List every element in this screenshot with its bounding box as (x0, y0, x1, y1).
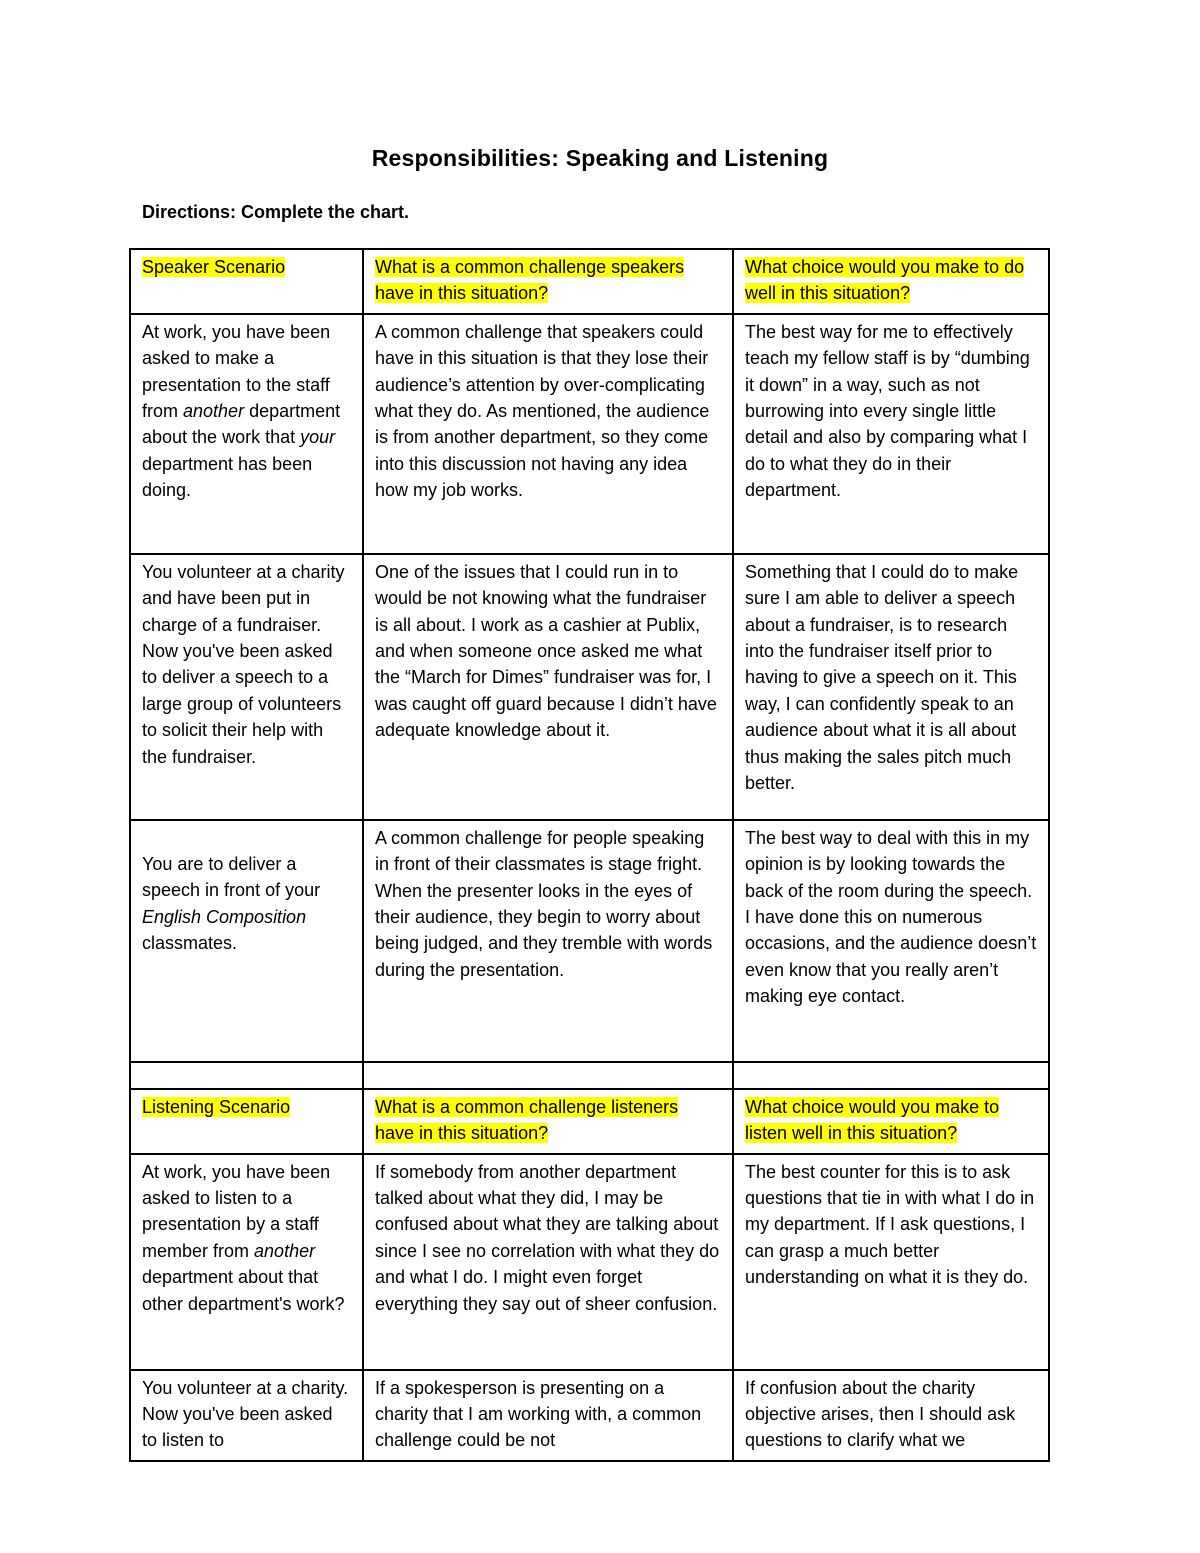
scenario-cell (130, 314, 363, 554)
scenario-text: department has been doing. (142, 453, 313, 501)
scenario-text: You are to deliver a speech in front of your (142, 853, 321, 901)
responsibilities-chart (129, 248, 1050, 1462)
scenario-text: You volunteer at a charity and have been put in charge of a fundraiser. Now you've been asked to deliver a speech to a large group of volunteers to solicit their help with the fundraiser. (142, 561, 345, 767)
scenario-text: You volunteer at a charity. Now you've been asked to listen to (142, 1377, 349, 1451)
table-row (130, 314, 1049, 554)
choice-cell: If confusion about the charity objective arises, then I should ask questions to clarify what we (733, 1370, 1049, 1461)
listening-challenge-header: What is a common challenge listeners have in this situation? (375, 1096, 679, 1144)
scenario-text: classmates. (142, 933, 238, 954)
scenario-text: At work, you have been asked to listen to a presentation by a staff member from (142, 1161, 331, 1261)
empty-cell (733, 1062, 1049, 1089)
header-cell (363, 249, 733, 314)
scenario-emphasis: another (254, 1240, 316, 1261)
table-row (130, 1154, 1049, 1370)
choice-cell: The best way to deal with this in my opinion is by looking towards the back of the room during the speech. I have done this on numerous occasions, and the audience doesn’t even know that you really aren’t making eye contact. (733, 820, 1049, 1062)
listening-header-row (130, 1089, 1049, 1154)
scenario-text: At work, you have been asked to make a presentation to the staff from (142, 321, 331, 422)
scenario-cell (130, 1370, 363, 1461)
choice-cell: Something that I could do to make sure I am able to deliver a speech about a fundraiser, is to research into the fundraiser itself prior to having to give a speech on it. This way, I can confidently speak to an audience about what it is all about thus making the sales pitch much better. (733, 554, 1049, 820)
speaker-choice-header: What choice would you make to do well in this situation? (745, 257, 1025, 304)
challenge-cell: A common challenge that speakers could have in this situation is that they lose their audience’s attention by over-complicating what they do. As mentioned, the audience is from another department, so they come into this discussion not having any idea how my job works. (363, 314, 733, 554)
scenario-emphasis: another (183, 401, 245, 422)
header-cell (733, 249, 1049, 314)
header-cell (130, 249, 363, 314)
header-cell (130, 1089, 363, 1154)
table-row (130, 820, 1049, 1062)
table-row (130, 554, 1049, 820)
choice-cell: The best way for me to effectively teach my fellow staff is by “dumbing it down” in a way, such as not burrowing into every single little detail and also by comparing what I do to what they do in their department. (733, 314, 1049, 554)
table-row (130, 1370, 1049, 1461)
empty-cell (130, 1062, 363, 1089)
challenge-cell: One of the issues that I could run in to would be not knowing what the fundraiser is all about. I work as a cashier at Publix, and when someone once asked me what the “March for Dimes” fundraiser was for, I was caught off guard because I didn’t have adequate knowledge about it. (363, 554, 733, 820)
challenge-cell: If a spokesperson is presenting on a charity that I am working with, a common challenge could be not (363, 1370, 733, 1461)
scenario-cell (130, 820, 363, 1062)
scenario-text: department about that other department's work? (142, 1267, 345, 1314)
scenario-emphasis: English Composition (142, 906, 307, 927)
listening-scenario-header: Listening Scenario (142, 1096, 291, 1117)
spacer-row (130, 1062, 1049, 1089)
speaker-scenario-header: Speaker Scenario (142, 257, 286, 277)
speaker-challenge-header: What is a common challenge speakers have in this situation? (375, 257, 685, 304)
listening-choice-header: What choice would you make to listen well in this situation? (745, 1096, 1000, 1144)
challenge-cell: A common challenge for people speaking in front of their classmates is stage fright. When the presenter looks in the eyes of their audience, they begin to worry about being judged, and they tremble with words during the presentation. (363, 820, 733, 1062)
header-cell (363, 1089, 733, 1154)
scenario-cell (130, 1154, 363, 1370)
empty-cell (363, 1062, 733, 1089)
speaking-header-row (130, 249, 1049, 314)
scenario-text: department about the work that (142, 401, 341, 448)
scenario-emphasis: your (300, 427, 336, 448)
header-cell (733, 1089, 1049, 1154)
page-title: Responsibilities: Speaking and Listening (371, 145, 829, 171)
scenario-cell (130, 554, 363, 820)
choice-cell: The best counter for this is to ask questions that tie in with what I do in my department. If I ask questions, I can grasp a much better understanding on what it is they do. (733, 1154, 1049, 1370)
directions-text: Directions: Complete the chart. (142, 202, 410, 222)
challenge-cell: If somebody from another department talked about what they did, I may be confused about what they are talking about since I see no correlation with what they do and what I do. I might even forget everything they say out of sheer confusion. (363, 1154, 733, 1370)
